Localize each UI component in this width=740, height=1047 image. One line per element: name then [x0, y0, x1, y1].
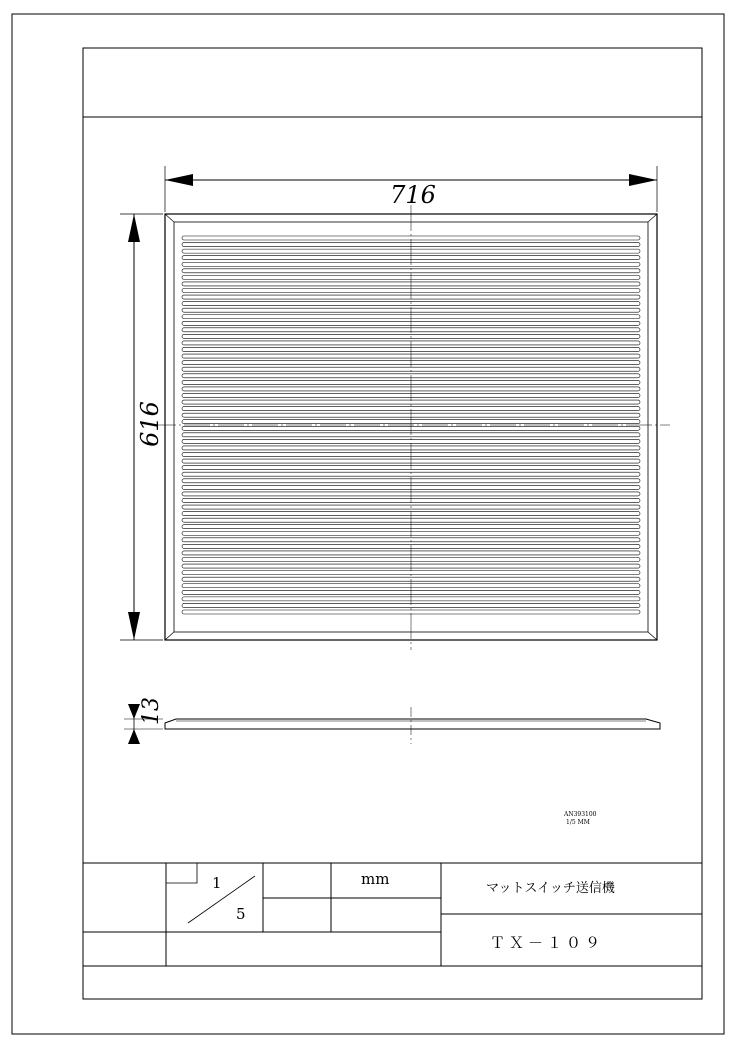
side-profile — [165, 719, 660, 729]
scale-denominator: 5 — [236, 905, 246, 923]
scale-numerator: 1 — [212, 874, 222, 892]
title-block — [83, 863, 702, 966]
note-line-1: AN393100 — [564, 811, 597, 818]
top-view — [120, 166, 670, 650]
corner-bevel-bl — [165, 632, 174, 640]
side-view — [124, 697, 660, 744]
corner-bevel-tl — [165, 214, 174, 222]
height-dimension-label: 616 — [136, 401, 164, 447]
corner-bevel-tr — [648, 214, 657, 222]
unit-label: mm — [361, 870, 390, 888]
thickness-dimension-label: 13 — [139, 697, 164, 725]
note-line-2: 1/5 MM — [566, 819, 590, 826]
corner-bevel-br — [648, 632, 657, 640]
drawing-number: ＴＸ－１０９ — [490, 934, 605, 952]
width-dimension-label: 716 — [390, 181, 436, 209]
product-name: マットスイッチ送信機 — [486, 881, 615, 896]
